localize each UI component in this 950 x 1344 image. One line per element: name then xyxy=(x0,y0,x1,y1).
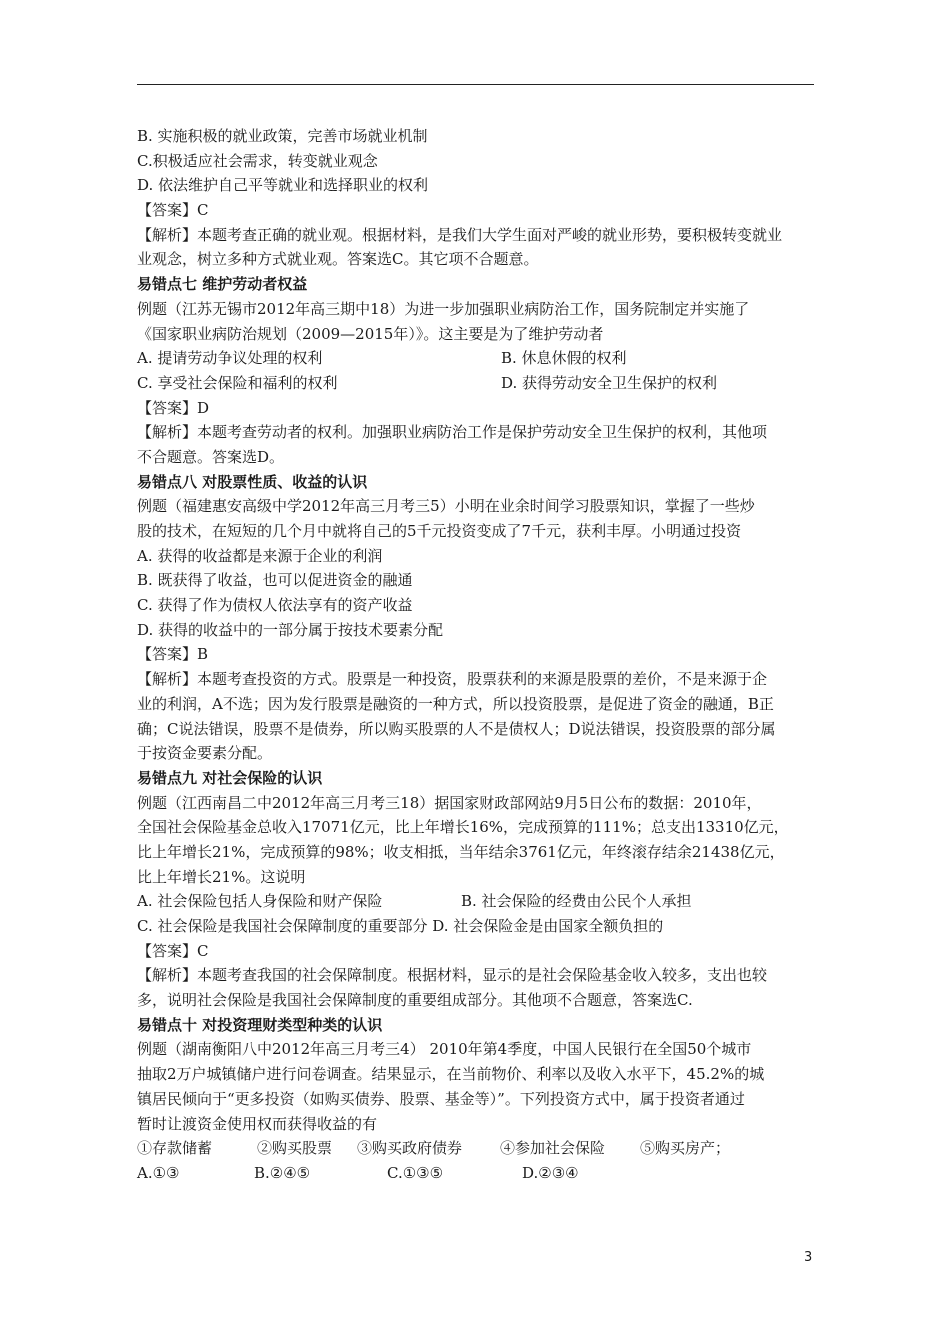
explanation-line: 业观念，树立多种方式就业观。答案选C。其它项不合题意。 xyxy=(137,250,539,269)
option-c: C. 享受社会保险和福利的权利 xyxy=(137,373,338,392)
explanation-line: 【解析】本题考查我国的社会保障制度。根据材料，显示的是社会保险基金收入较多，支出也较 xyxy=(137,966,768,985)
explanation-line: 业的利润，A不选；因为发行股票是融资的一种方式，所以投资股票，是促进了资金的融通，B正 xyxy=(137,694,774,713)
option-a: A. 社会保险包括人身保险和财产保险 xyxy=(137,892,383,911)
item: ②购买股票 xyxy=(257,1139,333,1158)
question-line: 《国家职业病防治规划（2009—2015年）》。这主要是为了维护劳动者 xyxy=(137,324,604,343)
text-line: 例题（湖南衡阳八中2012年高三月考三4） 2010年第4季度，中国人民银行在全国50个城市 xyxy=(137,1040,752,1059)
section-heading: 易错点七 维护劳动者权益 xyxy=(137,275,308,294)
section-heading: 易错点八 对股票性质、收益的认识 xyxy=(137,472,368,491)
option-b: B. 社会保险的经费由公民个人承担 xyxy=(461,892,692,911)
option-row xyxy=(137,889,817,914)
choice-c: C.①③⑤ xyxy=(387,1163,444,1182)
answer: 【答案】C xyxy=(137,201,209,220)
choice-row xyxy=(137,1161,817,1186)
explanation-line: 【解析】本题考查劳动者的权利。加强职业病防治工作是保护劳动安全卫生保护的权利，其他项 xyxy=(137,423,768,442)
page-number: 3 xyxy=(804,1250,813,1265)
item: ④参加社会保险 xyxy=(500,1139,606,1158)
option-c: C.积极适应社会需求，转变就业观念 xyxy=(137,151,378,170)
text-line: 比上年增长21%，完成预算的98%；收支相抵，当年结余3761亿元，年终滚存结余21438亿元， xyxy=(137,842,785,861)
option-row xyxy=(137,346,817,371)
header-rule xyxy=(137,84,814,85)
answer: 【答案】C xyxy=(137,941,209,960)
answer: 【答案】B xyxy=(137,645,209,664)
option-row: C. 社会保险是我国社会保障制度的重要部分 D. 社会保险金是由国家全额负担的 xyxy=(137,917,664,935)
option-c: C. 获得了作为债权人依法享有的资产收益 xyxy=(137,596,413,615)
choice-d: D.②③④ xyxy=(522,1163,579,1182)
section-heading: 易错点九 对社会保险的认识 xyxy=(137,768,323,787)
question-line: 例题（江苏无锡市2012年高三期中18）为进一步加强职业病防治工作，国务院制定并实施了 xyxy=(137,299,750,318)
explanation-line: 不合题意。答案选D。 xyxy=(137,447,285,466)
option-a: A. 提请劳动争议处理的权利 xyxy=(137,349,323,368)
option-a: A. 获得的收益都是来源于企业的利润 xyxy=(137,546,383,565)
text-line: 暂时让渡资金使用权而获得收益的有 xyxy=(137,1114,378,1133)
text-line: 股的技术，在短短的几个月中就将自己的5千元投资变成了7千元，获利丰厚。小明通过投资 xyxy=(137,522,742,540)
choice-a: A.①③ xyxy=(137,1163,180,1182)
explanation-line: 多，说明社会保险是我国社会保障制度的重要组成部分。其他项不合题意，答案选C. xyxy=(137,991,693,1010)
answer: 【答案】D xyxy=(137,398,210,417)
text-line: 抽取2万户城镇储户进行问卷调查。结果显示，在当前物价、利率以及收入水平下，45.2%的城 xyxy=(137,1065,765,1084)
text-line: 例题（福建惠安高级中学2012年高三月考三5）小明在业余时间学习股票知识，掌握了一些炒 xyxy=(137,497,755,516)
item: ①存款储蓄 xyxy=(137,1139,213,1158)
option-b: B. 实施积极的就业政策，完善市场就业机制 xyxy=(137,127,428,145)
item: ⑤购买房产 xyxy=(640,1139,716,1158)
option-row xyxy=(137,371,817,396)
item-end: ； xyxy=(715,1139,731,1158)
explanation-line: 【解析】本题考查正确的就业观。根据材料，是我们大学生面对严峻的就业形势，要积极转变就业 xyxy=(137,225,783,244)
section-heading: 易错点十 对投资理财类型种类的认识 xyxy=(137,1015,383,1034)
option-d: D. 依法维护自己平等就业和选择职业的权利 xyxy=(137,176,429,195)
item: ③购买政府债券 xyxy=(357,1139,463,1158)
text-line: 例题（江西南昌二中2012年高三月考三18）据国家财政部网站9月5日公布的数据：2010年， xyxy=(137,793,762,812)
text-line: 镇居民倾向于“更多投资（如购买债券、股票、基金等）”。下列投资方式中，属于投资者通过 xyxy=(137,1089,745,1108)
choice-b: B.②④⑤ xyxy=(254,1163,311,1182)
item-row xyxy=(137,1136,817,1161)
text-line: 全国社会保险基金总收入17071亿元，比上年增长16%，完成预算的111%；总支出13310亿元， xyxy=(137,818,789,837)
document-body xyxy=(137,124,817,1186)
option-b: B. 既获得了收益，也可以促进资金的融通 xyxy=(137,571,413,590)
text-line: 比上年增长21%。这说明 xyxy=(137,867,306,886)
option-b: B. 休息休假的权利 xyxy=(501,349,627,368)
explanation-line: 【解析】本题考查投资的方式。股票是一种投资，股票获利的来源是股票的差价，不是来源于企 xyxy=(137,670,768,689)
explanation-line: 确；C说法错误，股票不是债券，所以购买股票的人不是债权人；D说法错误，投资股票的部分属 xyxy=(137,719,776,738)
option-d: D. 获得劳动安全卫生保护的权利 xyxy=(501,373,718,392)
option-d: D. 获得的收益中的一部分属于按技术要素分配 xyxy=(137,620,444,639)
explanation-line: 于按资金要素分配。 xyxy=(137,744,273,763)
